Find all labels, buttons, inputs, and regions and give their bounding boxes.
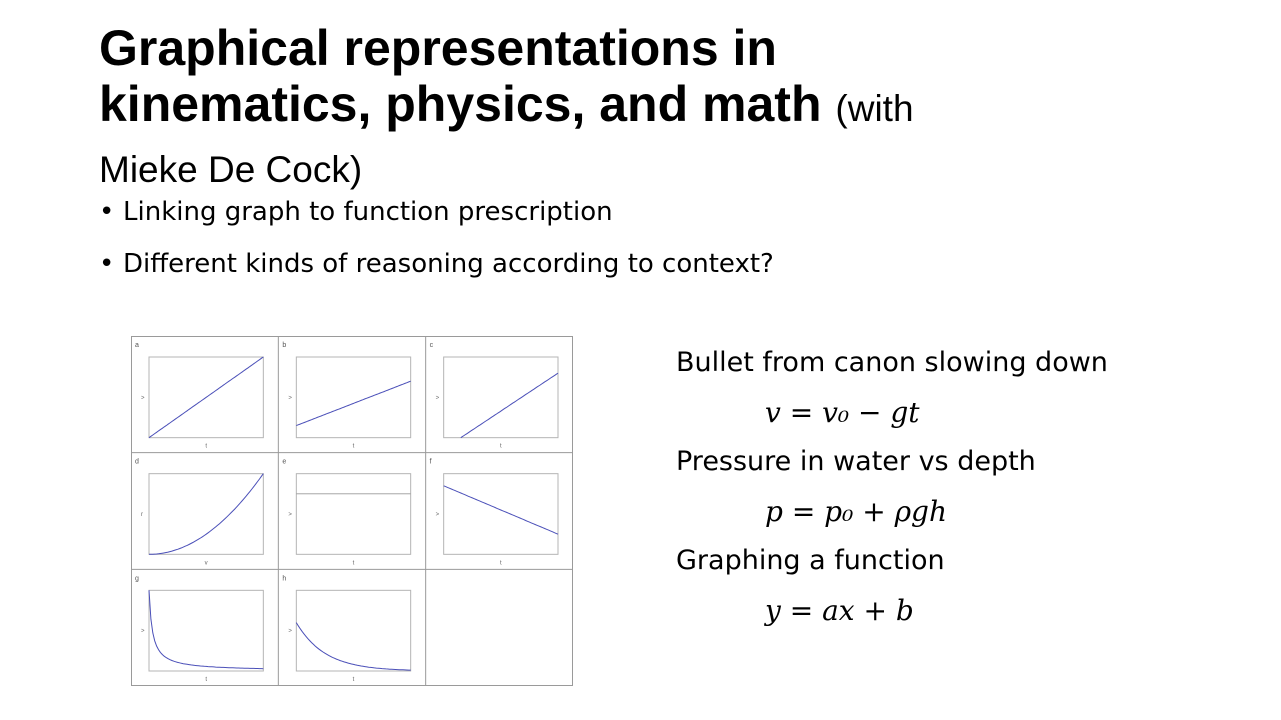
y-axis-label: > xyxy=(435,512,440,518)
bullet-text: Different kinds of reasoning according to context? xyxy=(123,249,774,279)
plot-area xyxy=(149,474,263,555)
x-axis-label: t xyxy=(205,677,208,683)
y-axis-label: > xyxy=(435,395,440,402)
bullet-list xyxy=(99,194,774,298)
examples-list xyxy=(676,338,1236,635)
graph-grid-svg xyxy=(131,336,573,686)
x-axis-label: t xyxy=(352,677,355,683)
plot-area xyxy=(149,590,263,671)
bullet-text: Linking graph to function prescription xyxy=(123,197,613,227)
example-equation: p = p₀ + ρgh xyxy=(765,494,948,528)
y-axis-label: > xyxy=(141,395,145,402)
grid-border xyxy=(132,337,573,686)
example-equation: y = ax + b xyxy=(765,593,914,627)
panel-letter: g xyxy=(135,575,139,583)
example-equation: v = v₀ − gt xyxy=(765,395,920,429)
y-axis-label: r xyxy=(141,512,143,518)
title-line-2: kinematics, physics, and math xyxy=(99,76,822,132)
title-line-1: Graphical representations in xyxy=(99,20,777,76)
panel-letter: d xyxy=(135,458,139,466)
y-axis-label: > xyxy=(288,512,292,518)
x-axis-label: t xyxy=(499,443,502,450)
plot-area xyxy=(296,590,410,671)
y-axis-label: > xyxy=(141,628,145,635)
curve xyxy=(444,486,558,534)
y-axis-label: > xyxy=(288,628,292,635)
x-axis-label: t xyxy=(205,443,208,450)
graph-grid-figure xyxy=(131,336,573,686)
curve xyxy=(461,373,558,438)
panel-letter: b xyxy=(282,342,287,349)
plot-area xyxy=(444,357,558,438)
y-axis-label: > xyxy=(288,395,292,402)
curve xyxy=(149,474,263,555)
bullet-marker: • xyxy=(99,249,115,279)
slide-title xyxy=(99,20,1199,198)
curve xyxy=(149,357,263,438)
plot-area xyxy=(296,474,410,555)
panel-letter: f xyxy=(429,458,432,466)
title-attribution-part2: Mieke De Cock) xyxy=(99,149,363,190)
example-context: Graphing a function xyxy=(676,545,945,576)
panel-letter: h xyxy=(282,575,287,583)
x-axis-label: v xyxy=(204,560,208,567)
panel-letter: e xyxy=(282,458,287,466)
curve xyxy=(296,623,410,671)
x-axis-label: t xyxy=(499,560,502,567)
bullet-item xyxy=(99,246,774,282)
x-axis-label: t xyxy=(352,443,355,450)
example-context: Pressure in water vs depth xyxy=(676,446,1036,477)
plot-area xyxy=(444,474,558,555)
panel-letter: c xyxy=(429,342,434,349)
curve xyxy=(149,590,263,668)
plot-area xyxy=(296,357,410,438)
x-axis-label: t xyxy=(352,560,355,567)
example-context: Bullet from canon slowing down xyxy=(676,347,1108,378)
bullet-marker: • xyxy=(99,197,115,227)
bullet-item xyxy=(99,194,774,230)
curve xyxy=(296,381,410,425)
title-attribution-part1: (with xyxy=(835,88,914,129)
panel-letter: a xyxy=(135,342,139,349)
